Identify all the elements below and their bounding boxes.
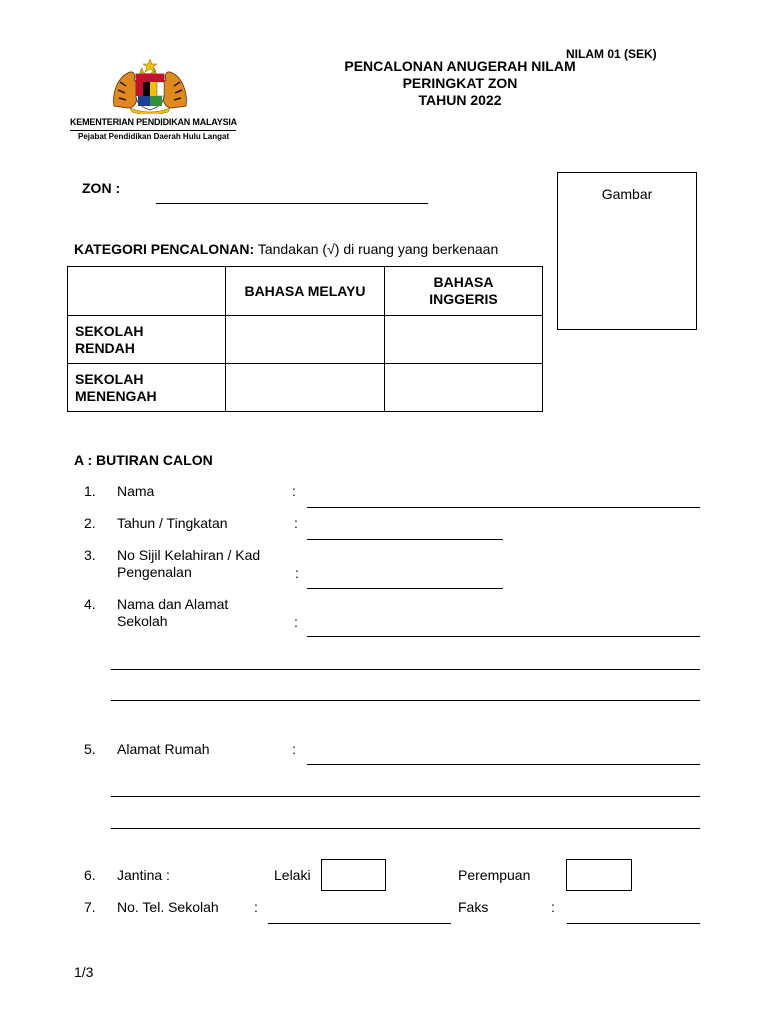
table-header-blank <box>68 267 226 316</box>
nama-label: Nama <box>117 483 155 499</box>
colon: : <box>551 899 555 915</box>
page-number: 1/3 <box>74 964 94 980</box>
checkbox-rendah-melayu[interactable] <box>226 316 385 364</box>
item-number: 1. <box>84 483 96 499</box>
alamat-rumah-label: Alamat Rumah <box>117 741 210 757</box>
ministry-name: KEMENTERIAN PENDIDIKAN MALAYSIA <box>70 117 237 127</box>
table-header-bahasa-inggeris: BAHASA INGGERIS <box>385 267 543 316</box>
ministry-divider <box>70 130 236 131</box>
colon: : <box>294 614 298 630</box>
lelaki-checkbox[interactable] <box>321 859 386 891</box>
title-line-2: PERINGKAT ZON <box>402 75 518 91</box>
category-instruction: Tandakan (√) di ruang yang berkenaan <box>257 241 499 257</box>
colon: : <box>254 899 258 915</box>
no-tel-input-line[interactable] <box>268 923 451 924</box>
row-label-sekolah-rendah: SEKOLAH RENDAH <box>68 316 226 364</box>
jantina-label: Jantina : <box>117 867 170 883</box>
item-number: 5. <box>84 741 96 757</box>
form-title <box>300 58 620 109</box>
faks-label: Faks <box>458 899 489 915</box>
item-number: 4. <box>84 596 96 612</box>
title-line-3: TAHUN 2022 <box>418 92 502 108</box>
alamat-sekolah-input-line-1[interactable] <box>307 636 700 637</box>
colon: : <box>295 565 299 581</box>
checkbox-rendah-inggeris[interactable] <box>385 316 543 364</box>
title-line-1: PENCALONAN ANUGERAH NILAM <box>344 58 576 74</box>
row-label-sekolah-menengah: SEKOLAH MENENGAH <box>68 364 226 412</box>
zone-input-line[interactable] <box>156 203 428 204</box>
no-tel-sekolah-label: No. Tel. Sekolah <box>117 899 219 915</box>
photo-label: Gambar <box>601 186 653 202</box>
nama-input-line[interactable] <box>307 507 700 508</box>
colon: : <box>294 515 298 531</box>
lelaki-label: Lelaki <box>274 867 311 883</box>
document-code: NILAM 01 (SEK) <box>566 47 657 61</box>
item-number: 7. <box>84 899 96 915</box>
item-number: 6. <box>84 867 96 883</box>
table-header-bahasa-melayu: BAHASA MELAYU <box>226 267 385 316</box>
no-sijil-kad-pengenalan-label: No Sijil Kelahiran / Kad Pengenalan <box>117 547 261 580</box>
category-label: KATEGORI PENCALONAN: <box>74 241 255 257</box>
alamat-sekolah-input-line-3[interactable] <box>111 700 700 701</box>
category-heading <box>74 241 498 257</box>
alamat-rumah-input-line-3[interactable] <box>111 828 700 829</box>
no-sijil-input-line[interactable] <box>307 588 503 589</box>
malaysia-coat-of-arms-icon <box>108 58 192 114</box>
nama-alamat-sekolah-label: Nama dan Alamat Sekolah <box>117 596 229 629</box>
tahun-tingkatan-label: Tahun / Tingkatan <box>117 515 228 531</box>
colon: : <box>292 483 296 499</box>
colon: : <box>292 741 296 757</box>
alamat-sekolah-input-line-2[interactable] <box>111 669 700 670</box>
photo-box <box>557 172 697 330</box>
zone-label: ZON : <box>82 180 121 196</box>
faks-input-line[interactable] <box>567 923 700 924</box>
perempuan-label: Perempuan <box>458 867 531 883</box>
tahun-tingkatan-input-line[interactable] <box>307 539 503 540</box>
alamat-rumah-input-line-2[interactable] <box>111 796 700 797</box>
checkbox-menengah-melayu[interactable] <box>226 364 385 412</box>
alamat-rumah-input-line-1[interactable] <box>307 764 700 765</box>
category-table <box>67 266 543 412</box>
item-number: 2. <box>84 515 96 531</box>
office-name: Pejabat Pendidikan Daerah Hulu Langat <box>78 132 230 141</box>
checkbox-menengah-inggeris[interactable] <box>385 364 543 412</box>
section-a-title: A : BUTIRAN CALON <box>74 452 213 468</box>
item-number: 3. <box>84 547 96 563</box>
perempuan-checkbox[interactable] <box>566 859 632 891</box>
